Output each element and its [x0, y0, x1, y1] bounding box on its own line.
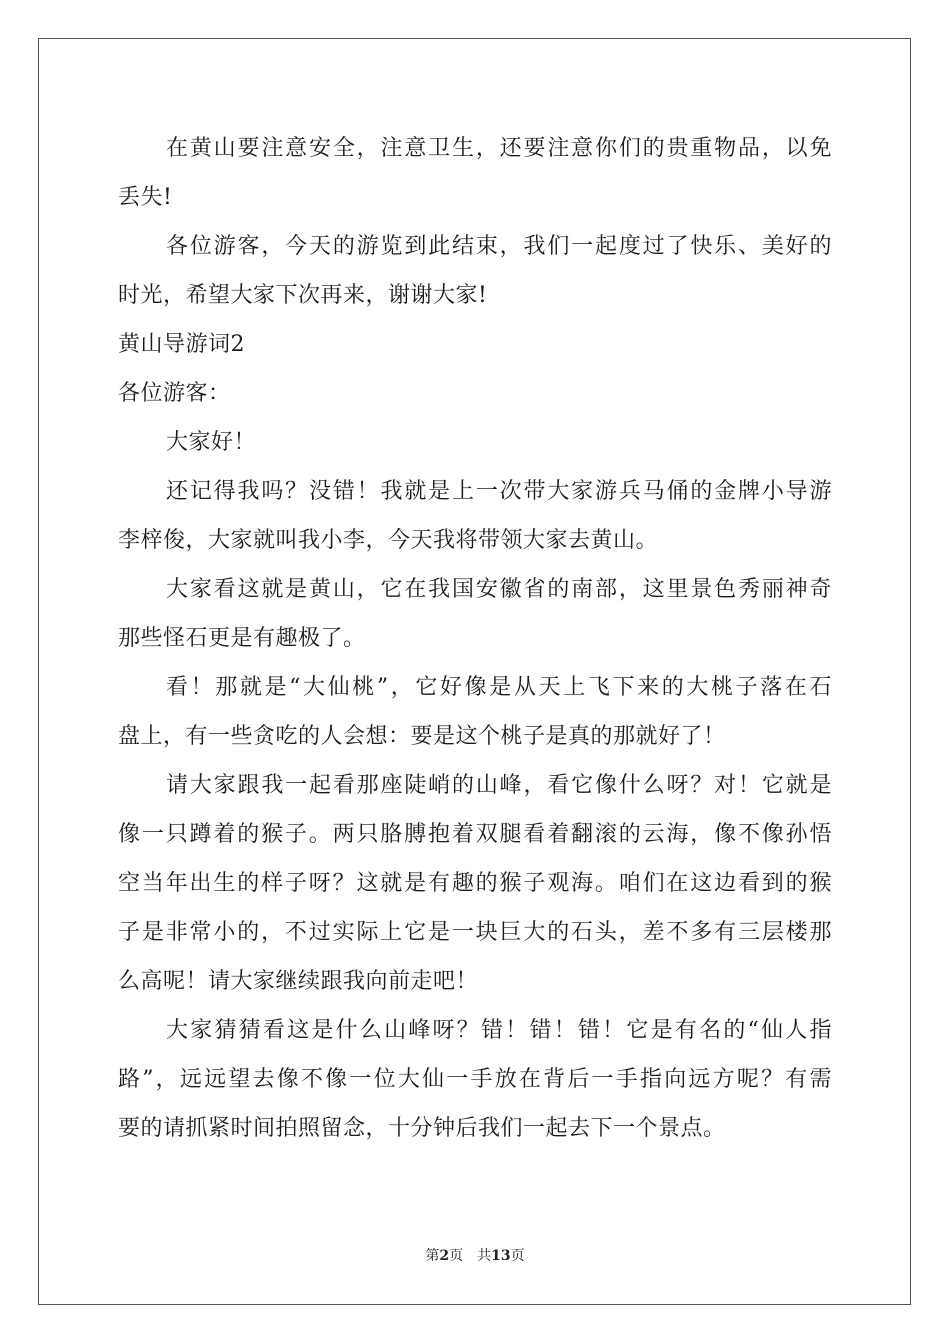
document-body	[118, 124, 832, 1153]
paragraph-line: 要的请抓紧时间拍照留念，十分钟后我们一起去下一个景点。	[118, 1116, 726, 1141]
paragraph-line: 大家看这就是黄山，它在我国安徽省的南部，这里景色秀丽神奇	[166, 577, 832, 602]
total-page-count: 13	[491, 1248, 511, 1264]
current-page-number: 2	[439, 1248, 450, 1264]
paragraph-line: 么高呢！请大家继续跟我向前走吧！	[118, 969, 479, 994]
paragraph-line: 盘上，有一些贪吃的人会想：要是这个桃子是真的那就好了！	[118, 724, 726, 749]
paragraph-line: 请大家跟我一起看那座陡峭的山峰，看它像什么呀？对！它就是	[166, 773, 832, 798]
paragraph-line: 那些怪石更是有趣极了。	[118, 626, 366, 651]
paragraph-line: 像一只蹲着的猴子。两只胳膊抱着双腿看着翻滚的云海，像不像孙悟	[118, 822, 832, 847]
footer-prefix: 第	[425, 1248, 440, 1264]
paragraph-line: 看！那就是“大仙桃”，它好像是从天上飞下来的大桃子落在石	[166, 675, 832, 700]
footer-mid: 页 共	[449, 1248, 492, 1264]
page-footer	[0, 1245, 950, 1265]
paragraph-line: 时光，希望大家下次再来，谢谢大家!	[118, 283, 488, 308]
paragraph-line: 大家好！	[166, 430, 257, 455]
paragraph-line: 各位游客，今天的游览到此结束，我们一起度过了快乐、美好的	[166, 234, 832, 259]
paragraph-line: 空当年出生的样子呀？这就是有趣的猴子观海。咱们在这边看到的猴	[118, 871, 832, 896]
paragraph-line: 子是非常小的，不过实际上它是一块巨大的石头，差不多有三层楼那	[118, 920, 832, 945]
paragraph-line: 路”，远远望去像不像一位大仙一手放在背后一手指向远方呢？有需	[118, 1067, 832, 1092]
paragraph-line: 还记得我吗？没错！我就是上一次带大家游兵马俑的金牌小导游	[166, 479, 832, 504]
footer-suffix: 页	[510, 1248, 525, 1264]
paragraph-line: 李梓俊，大家就叫我小李，今天我将带领大家去黄山。	[118, 528, 659, 553]
paragraph-line: 丢失!	[118, 185, 173, 210]
salutation: 各位游客：	[118, 381, 231, 406]
paragraph-line: 在黄山要注意安全，注意卫生，还要注意你们的贵重物品，以免	[166, 136, 832, 161]
section-heading: 黄山导游词2	[118, 332, 245, 357]
paragraph-line: 大家猜猜看这是什么山峰呀？错！错！错！它是有名的“仙人指	[166, 1018, 832, 1043]
